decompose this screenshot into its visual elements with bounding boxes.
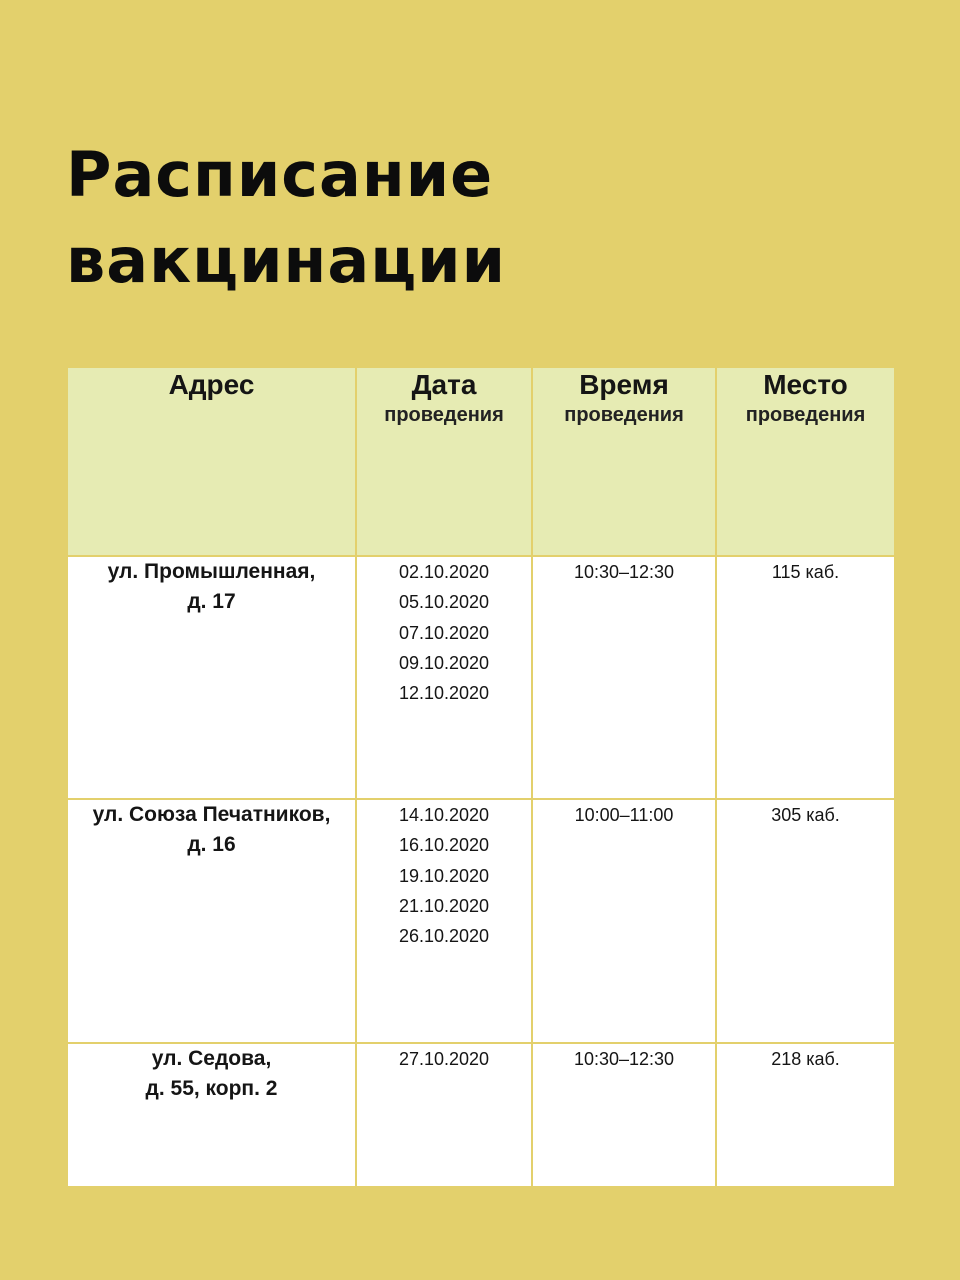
time-cell: 10:00–11:00 [532, 799, 716, 1043]
column-header-time-sublabel: проведения [564, 404, 684, 426]
table-header-row [67, 367, 895, 556]
page-title [66, 132, 866, 304]
date-item: 26.10.2020 [398, 926, 490, 947]
date-item: 05.10.2020 [398, 592, 490, 613]
date-item: 16.10.2020 [398, 835, 490, 856]
column-header-date [356, 367, 532, 556]
vaccination-schedule-table [66, 366, 896, 1188]
date-item: 09.10.2020 [398, 652, 490, 673]
address-building: д. 16 [187, 833, 236, 856]
table-row [67, 799, 895, 1043]
date-item: 14.10.2020 [398, 805, 490, 825]
date-item: 21.10.2020 [398, 895, 490, 916]
address-cell [67, 799, 356, 1043]
date-item: 12.10.2020 [398, 683, 490, 704]
address-street: ул. Союза Печатников, [92, 803, 331, 826]
date-item: 02.10.2020 [398, 562, 490, 582]
dates-cell [356, 1043, 532, 1187]
dates-cell [356, 799, 532, 1043]
table-row [67, 1043, 895, 1187]
column-header-address-label: Адрес [168, 369, 255, 400]
table-row [67, 556, 895, 799]
time-cell: 10:30–12:30 [532, 1043, 716, 1187]
column-header-time [532, 367, 716, 556]
address-cell [67, 556, 356, 799]
page-title-line-2: вакцинации [66, 224, 507, 297]
place-cell: 305 каб. [716, 799, 895, 1043]
column-header-place-sublabel: проведения [745, 404, 866, 426]
place-cell: 115 каб. [716, 556, 895, 799]
column-header-date-sublabel: проведения [384, 404, 504, 426]
date-item: 19.10.2020 [398, 865, 490, 886]
column-header-place-label: Место [763, 369, 848, 400]
date-item: 07.10.2020 [398, 622, 490, 643]
place-cell: 218 каб. [716, 1043, 895, 1187]
column-header-date-label: Дата [411, 369, 477, 400]
column-header-address [67, 367, 356, 556]
address-street: ул. Седова, [151, 1047, 272, 1070]
time-cell: 10:30–12:30 [532, 556, 716, 799]
address-street: ул. Промышленная, [107, 560, 316, 583]
dates-cell [356, 556, 532, 799]
column-header-time-label: Время [579, 369, 669, 400]
column-header-place [716, 367, 895, 556]
address-cell [67, 1043, 356, 1187]
address-building: д. 55, корп. 2 [145, 1077, 278, 1100]
date-item: 27.10.2020 [398, 1049, 490, 1069]
address-building: д. 17 [187, 590, 236, 613]
page-title-line-1: Расписание [66, 138, 494, 211]
